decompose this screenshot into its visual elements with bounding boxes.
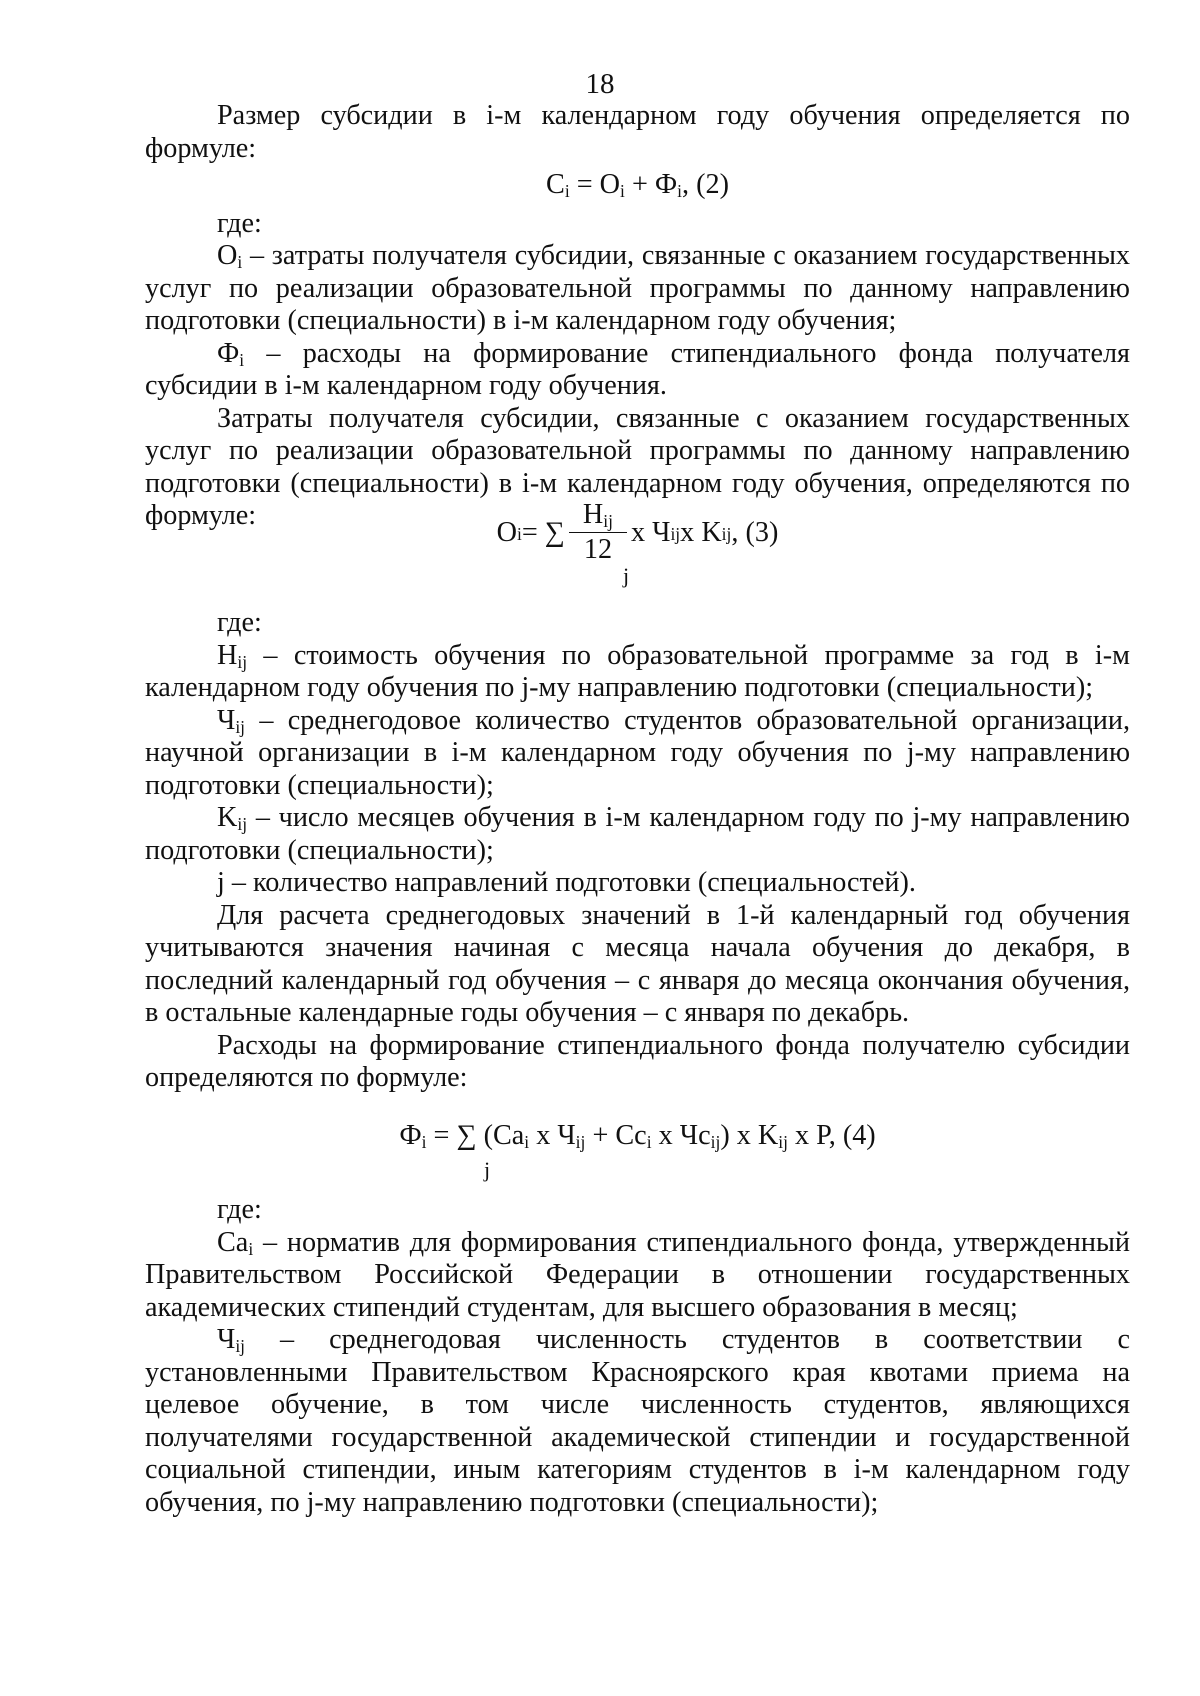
definition-j: j – количество направлений подготовки (специальностей).: [217, 867, 916, 898]
formula-3: O i = ∑ $\frac{H_{ij}}{12}$ x Ч ij x K ij , (3): [496, 499, 779, 565]
formula-4-block: [145, 1120, 1130, 1182]
definition-K: $K_{ij}$ – число месяцев обучения в i-м календарном году по j-му направлению подготовки (специальности);: [145, 802, 1130, 866]
body-top: [145, 100, 1130, 533]
formula-3-block: [145, 499, 1130, 588]
definition-Ca: $Ca_i$ – норматив для формирования стипендиального фонда, утвержденный Правительством Российской Федерации в отношении государственных академических стипендий студентам, для высшего образования в месяц;: [145, 1226, 1130, 1323]
sum-index-j-4: j: [484, 1157, 491, 1182]
where-label-3: где:: [217, 1194, 262, 1225]
definition-Ch2: $Ч_{ij}$ – среднегодовая численность студентов в соответствии с установленными Правительством Красноярского края квотами приема на целевое обучение, в том числе численность студентов, являющихся получателями государственной академической стипендии и государственной социальной стипендии, иным категориям студентов в i-м календарном году обучения, по j-му направлению подготовки (специальности);: [145, 1324, 1130, 1518]
definition-Ch: $Ч_{ij}$ – среднегодовое количество студентов образовательной организации, научной организации в i-м календарном году обучения по j-му направлению подготовки (специальности);: [145, 704, 1130, 801]
body-bottom: [145, 1194, 1130, 1519]
intro-paragraph: Размер субсидии в i-м календарном году обучения определяется по формуле:: [145, 100, 1130, 164]
definition-F: $Ф_i$ – расходы на формирование стипендиального фонда получателя субсидии в i-м календарном году обучения.: [145, 337, 1130, 401]
average-values-paragraph: Для расчета среднегодовых значений в 1-й календарный год обучения учитываются значения начиная с месяца начала обучения до декабря, в последний календарный год обучения – с января до месяца окончания обучения, в остальные календарные годы обучения – с января по декабрь.: [145, 899, 1130, 1028]
sum-index-j-3: j: [623, 563, 630, 588]
definition-O: $O_i$ – затраты получателя субсидии, связанные с оказанием государственных услуг по реализации образовательной программы по данному направлению подготовки (специальности) в i-м календарном году обучения;: [145, 240, 1130, 336]
fraction: $\frac{H_{ij}}{12}$: [569, 500, 627, 567]
formula-4: $Ф_i$ = ∑ ($Ca_i$ x $Ч_{ij} + Cc_i$ x $Чс_{ij}$) x $K_{ij}$ x P, (4): [399, 1120, 876, 1152]
page-number: 18: [585, 68, 615, 100]
body-middle: [145, 607, 1130, 1095]
definition-H: $H_{ij}$ – стоимость обучения по образовательной программе за год в i-м календарном году обучения по j-му направлению подготовки (специальности);: [145, 639, 1130, 703]
where-label-2: где:: [217, 607, 262, 638]
where-label-1: где:: [217, 207, 262, 239]
costs-paragraph: Затраты получателя субсидии, связанные с оказанием государственных услуг по реализации образовательной программы по данному направлению подготовки (специальности) в i-м календарном году обучения, определяются по формуле:: [145, 402, 1130, 531]
fund-paragraph: Расходы на формирование стипендиального фонда получателю субсидии определяются по формуле:: [145, 1029, 1130, 1093]
formula-2: $C_i = O_i + Ф_i$, (2): [546, 169, 729, 201]
